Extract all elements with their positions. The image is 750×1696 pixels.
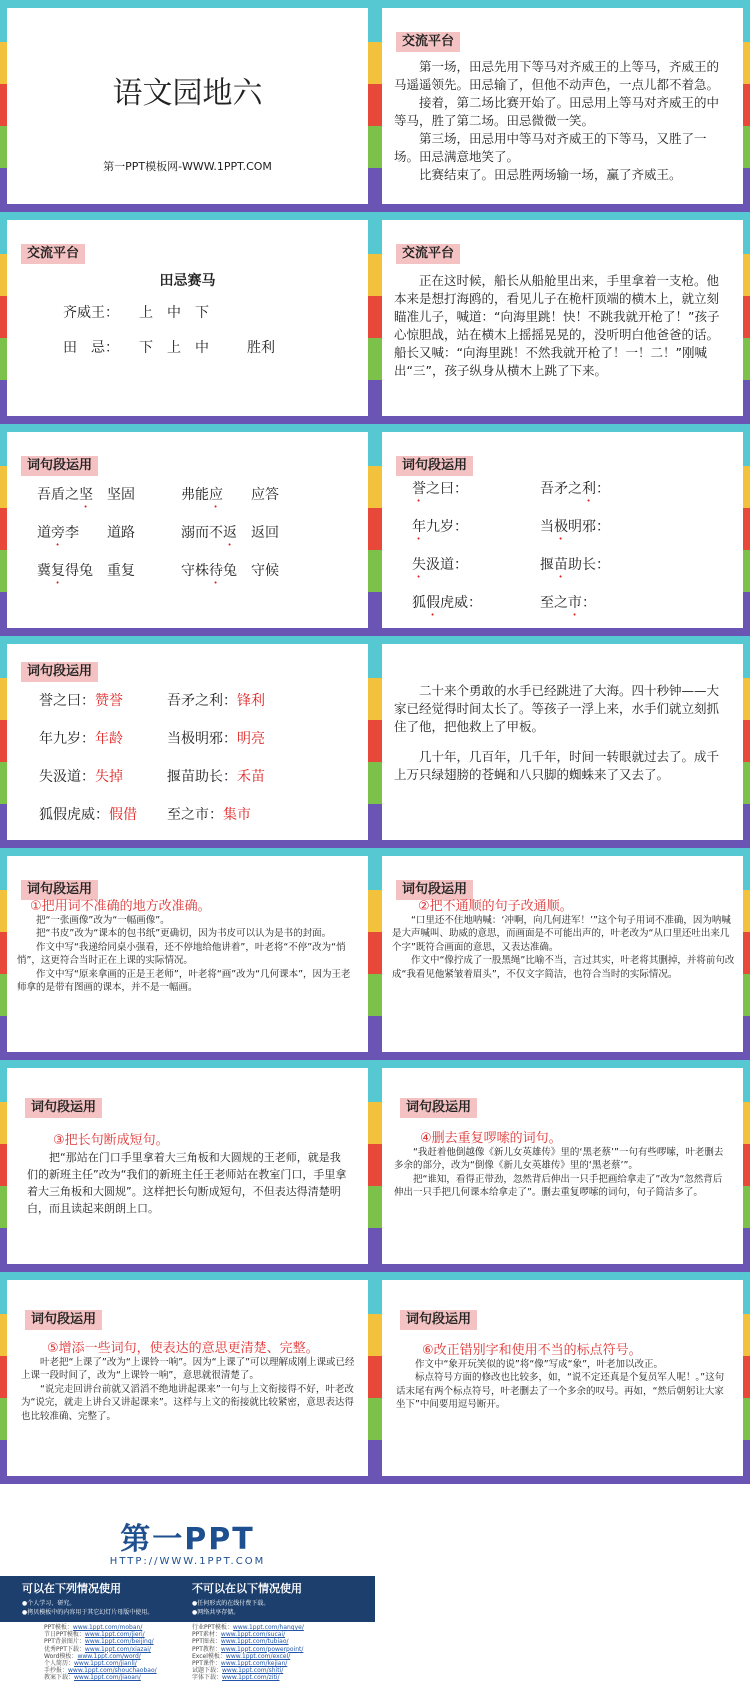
slide-1: [0, 0, 375, 212]
answer-item: 至之市：集市: [167, 807, 251, 823]
phrase-item: 道旁李 道路: [37, 525, 135, 541]
explanation-text: [27, 1132, 348, 1217]
section-tag: 词句段运用: [21, 662, 98, 682]
paragraph: 接着，第二场比赛开始了。田忌用上等马对齐威王的中等马，胜了第二场。田忌微微一笑。: [394, 95, 720, 128]
link-row: 优秀PPT下载：www.1ppt.com/xiazai/: [44, 1645, 151, 1653]
story-text: [394, 682, 731, 784]
link-row: PPT图表：www.1ppt.com/tubiao/: [192, 1638, 289, 1646]
point-title: ⑤增添一些词句，使表达的意思更清楚、完整。: [47, 1341, 319, 1356]
explanation-text: [17, 900, 360, 995]
link-row: 教案下载：www.1ppt.com/jiaoan/: [44, 1674, 141, 1682]
slide-12: [375, 1060, 750, 1272]
phrase-item: 失汲道：: [412, 557, 468, 573]
paragraph: 标点符号方面的修改也比较多，如，“说不定还真是个复员军人呢！。”这句话末尾有两个标点符号，叶老删去了一个多余的叹号。再如，“然后朝躬让大家坐下”中间要用逗号断开。: [396, 1372, 725, 1410]
point-title: ②把不通顺的句子改通顺。: [418, 899, 573, 914]
section-tag: 词句段运用: [396, 880, 473, 900]
link-row: 字体下载：www.1ppt.com/ziti/: [192, 1674, 280, 1682]
phrase-item: 守株待兔 守候: [181, 563, 279, 579]
link[interactable]: www.1ppt.com/ziti/: [222, 1674, 280, 1682]
link-row: PPT模板：www.1ppt.com/moban/: [44, 1624, 143, 1631]
link[interactable]: www.1ppt.com/moban/: [72, 1624, 143, 1631]
phrase-item: 年九岁：: [412, 519, 468, 535]
section-tag: 词句段运用: [396, 456, 473, 476]
phrase-item: 誉之曰：: [412, 481, 468, 497]
link[interactable]: www.1ppt.com/jieri/: [84, 1631, 145, 1639]
slide-14: [375, 1272, 750, 1484]
link[interactable]: www.1ppt.com/hangye/: [232, 1624, 304, 1631]
link-row: 手抄报：www.1ppt.com/shouchaobao/: [44, 1667, 157, 1675]
point-title: ③把长句断成短句。: [53, 1133, 169, 1148]
answer-item: 失汲道：失掉: [39, 769, 123, 785]
section-tag: 交流平台: [396, 32, 460, 52]
section-tag: 词句段运用: [25, 1098, 102, 1118]
row-result: 胜利: [247, 340, 275, 356]
link-row: 试题下载：www.1ppt.com/shiti/: [192, 1667, 284, 1675]
slide-8: [375, 636, 750, 848]
link[interactable]: www.1ppt.com/beijing/: [84, 1638, 154, 1646]
phrase-item: 狐假虎威：: [412, 595, 482, 611]
link[interactable]: www.1ppt.com/kejian/: [220, 1660, 288, 1668]
link[interactable]: www.1ppt.com/jiaoan/: [74, 1674, 141, 1682]
link[interactable]: www.1ppt.com/xiazai/: [84, 1645, 151, 1653]
slide-title: 语文园地六: [112, 76, 263, 111]
link[interactable]: www.1ppt.com/word/: [77, 1652, 141, 1660]
paragraph: 作文中“象开玩笑似的说”将“像”写成“象”，叶老加以改正。: [415, 1358, 664, 1370]
paragraph: 几十年，几百年，几千年，时间一转眼就过去了。成千上万只绿翅膀的苍蝇和八只脚的蜘蛛来了又去了。: [394, 749, 720, 782]
row-label: 齐威王：: [63, 305, 119, 321]
slide-11: [0, 1060, 375, 1272]
link[interactable]: www.1ppt.com/jianli/: [74, 1660, 137, 1668]
section-tag: 词句段运用: [25, 1310, 102, 1330]
story-text: [394, 272, 731, 380]
can-use-title: 可以在下列情况使用: [22, 1582, 121, 1595]
can-use-item: ●个人学习、研究。: [22, 1600, 76, 1607]
link[interactable]: www.1ppt.com/shiti/: [222, 1667, 284, 1675]
paragraph: 比赛结束了。田忌胜两场输一场，赢了齐威王。: [419, 167, 682, 182]
answer-item: 誉之曰：赞誉: [39, 693, 123, 709]
brand-url[interactable]: HTTP://WWW.1PPT.COM: [109, 1556, 266, 1567]
paragraph: 第一场，田忌先用下等马对齐威王的上等马，齐威王的马遥遥领先。田忌输了，但他不动声色，一点儿都不着急。: [394, 59, 720, 92]
link-row: Excel模板：www.1ppt.com/excel/: [192, 1652, 291, 1660]
can-use-item: ●拷贝模板中的内容用于其它幻灯片母版中使用。: [22, 1609, 154, 1616]
link-row: 个人简历：www.1ppt.com/jianli/: [44, 1660, 137, 1668]
point-title: ⑥改正错别字和使用不当的标点符号。: [422, 1343, 642, 1358]
phrase-item: 吾盾之坚 坚固: [37, 487, 135, 503]
slide-13: [0, 1272, 375, 1484]
section-tag: 交流平台: [396, 244, 460, 264]
paragraph: 把“谁知，看得正带劲，忽然背后伸出一只手把画给拿走了”改为“忽然背后伸出一只手把几何课本给拿走了”。删去重复啰嗦的词句，句子简洁多了。: [394, 1173, 723, 1198]
row-label: 田 忌：: [63, 340, 119, 356]
link[interactable]: www.1ppt.com/sucai/: [220, 1631, 286, 1639]
explanation-text: [392, 900, 735, 981]
paragraph: 把“一张画像”改为“一幅画像”。: [36, 914, 170, 926]
paragraph: 二十来个勇敢的水手已经跳进了大海。四十秒钟——大家已经觉得时间太长了。等孩子一浮上来，水手们就立刻抓住了他，把他救上了甲板。: [394, 683, 720, 734]
brand-logo: 第一PPT: [120, 1522, 255, 1557]
link-list-left: [44, 1624, 157, 1682]
link-row: 行业PPT模板：www.1ppt.com/hangye/: [192, 1624, 304, 1631]
answer-item: 年九岁：年龄: [39, 731, 123, 747]
phrase-item: 溺而不返 返回: [181, 525, 279, 541]
cannot-use-item: ●网络共享存储。: [192, 1609, 240, 1616]
link[interactable]: www.1ppt.com/excel/: [225, 1652, 291, 1660]
link[interactable]: www.1ppt.com/shouchaobao/: [68, 1667, 157, 1675]
link[interactable]: www.1ppt.com/tubiao/: [220, 1638, 289, 1646]
paragraph: 第三场，田忌用中等马对齐威王的下等马，又胜了一场。田忌满意地笑了。: [394, 131, 707, 164]
section-tag: 词句段运用: [400, 1310, 477, 1330]
explanation-text: [396, 1344, 729, 1412]
race-heading: 田忌赛马: [159, 273, 216, 289]
row-values: 下 上 中: [139, 340, 209, 356]
paragraph: 把“书皮”改为“课本的包书纸”更确切，因为书皮可以认为是书的封面。: [36, 928, 332, 939]
paragraph: “说完走回讲台前就又滔滔不绝地讲起课来”一句与上文衔接得不好，叶老改为“说完，就走上讲台又讲起课来”。这样与上文的衔接就比较紧密，意思表达得也比较准确、完整了。: [21, 1383, 354, 1422]
section-tag: 词句段运用: [400, 1098, 477, 1118]
explanation-text: [394, 1132, 731, 1200]
point-title: ④删去重复啰嗦的词句。: [420, 1131, 562, 1146]
paragraph: “我赶着他倒越像《新儿女英雄传》里的‘黑老蔡’”一句有些啰嗦，叶老删去多余的部分，改为“倒像《新儿女英雄传》里的‘黑老蔡’”。: [394, 1146, 724, 1171]
phrase-item: 至之市：: [540, 595, 596, 611]
paragraph: 叶老把“上课了”改为“上课铃一响”。因为“上课了”可以理解成刚上课或已经上课一段时间了，改为“上课铃一响”，意思就很清楚了。: [21, 1356, 355, 1381]
cannot-use-item: ●任何形式的在线付费下载。: [192, 1600, 270, 1607]
link-row: PPT素材：www.1ppt.com/sucai/: [192, 1631, 286, 1639]
story-text: [394, 58, 731, 184]
cannot-use-title: 不可以在以下情况使用: [192, 1582, 302, 1595]
phrase-item: 冀复得兔 重复: [37, 563, 135, 579]
paragraph: “口里还不住地呐喊：‘冲啊，向几何进军！’”这个句子用词不准确，因为呐喊是大声喊叫、助威的意思，而画面是不可能出声的，叶老改为“从口里还吐出来几个字”既符合画面的意思，又表达准确。: [392, 914, 731, 953]
slide-10: [375, 848, 750, 1060]
slide-6: [375, 424, 750, 636]
row-values: 上 中 下: [139, 305, 209, 321]
slide-2: [375, 0, 750, 212]
answer-item: 揠苗助长：禾苗: [167, 769, 265, 785]
slide-7: [0, 636, 375, 848]
phrase-item: 吾矛之利：: [540, 481, 610, 497]
link-row: 节日PPT模板：www.1ppt.com/jieri/: [44, 1631, 145, 1639]
slide-5: [0, 424, 375, 636]
point-title: ①把用词不准确的地方改准确。: [30, 899, 211, 914]
section-tag: 交流平台: [21, 244, 85, 264]
phrase-item: 揠苗助长：: [540, 557, 610, 573]
usage-band: [0, 1576, 375, 1622]
paragraph: 作文中“像拧成了一股黑绳”比喻不当，言过其实，叶老将其删掉，并将前句改成“我看见他紧皱着眉头”，不仅文字简洁，也符合当时的实际情况。: [392, 955, 735, 980]
paragraph: 作文中写“原来拿画的正是王老师”，叶老将“画”改为“几何课本”，因为王老师拿的是带有图画的课本，并不是一幅画。: [17, 968, 351, 993]
slide-subtitle: 第一PPT模板网-WWW.1PPT.COM: [103, 160, 272, 173]
phrase-item: 弗能应 应答: [181, 487, 279, 503]
paragraph: 作文中写“我递给同桌小强看，还不停地给他讲着”，叶老将“不停”改为“悄悄”，这更符合当时正在上课的实际情况。: [17, 941, 346, 966]
link-row: Word模板：www.1ppt.com/word/: [44, 1652, 141, 1660]
link-row: PPT背景图片：www.1ppt.com/beijing/: [44, 1638, 154, 1646]
link-list-right: [192, 1624, 304, 1682]
slide-4: [375, 212, 750, 424]
paragraph: 把“那站在门口手里拿着大三角板和大圆规的王老师，就是我们的新班主任”改为“我们的新班主任王老师站在教室门口，手里拿着大三角板和大圆规”。这样把长句断成短句，不但表达得清楚明白，而且读起来朗朗上口。: [27, 1151, 347, 1215]
explanation-text: [21, 1342, 356, 1423]
link-row: PPT教程：www.1ppt.com/powerpoint/: [192, 1645, 304, 1653]
paragraph: 正在这时候，船长从船舱里出来，手里拿着一支枪。他本来是想打海鸥的，看见儿子在桅杆顶端的横木上，就立刻瞄准儿子，喊道：“向海里跳！快！不跳我就开枪了！”孩子心惊胆战，站在横木上摇摇晃晃的，没听明白他爸爸的话。船长又喊：“向海里跳！不然我就开枪了！一！二！”刚喊出“三”，孩子纵身从横木上跳了下来。: [394, 273, 720, 378]
slide-3: [0, 212, 375, 424]
answer-item: 吾矛之利：锋利: [167, 693, 265, 709]
promo-slide: [0, 1484, 375, 1696]
answer-item: 当极明邪：明亮: [167, 731, 265, 747]
answer-item: 狐假虎威：假借: [39, 807, 137, 823]
link-row: PPT课件：www.1ppt.com/kejian/: [192, 1660, 288, 1668]
link[interactable]: www.1ppt.com/powerpoint/: [220, 1645, 304, 1653]
phrase-item: 当极明邪：: [540, 519, 610, 535]
section-tag: 词句段运用: [21, 456, 98, 476]
slide-9: [0, 848, 375, 1060]
section-tag: 词句段运用: [21, 880, 98, 900]
